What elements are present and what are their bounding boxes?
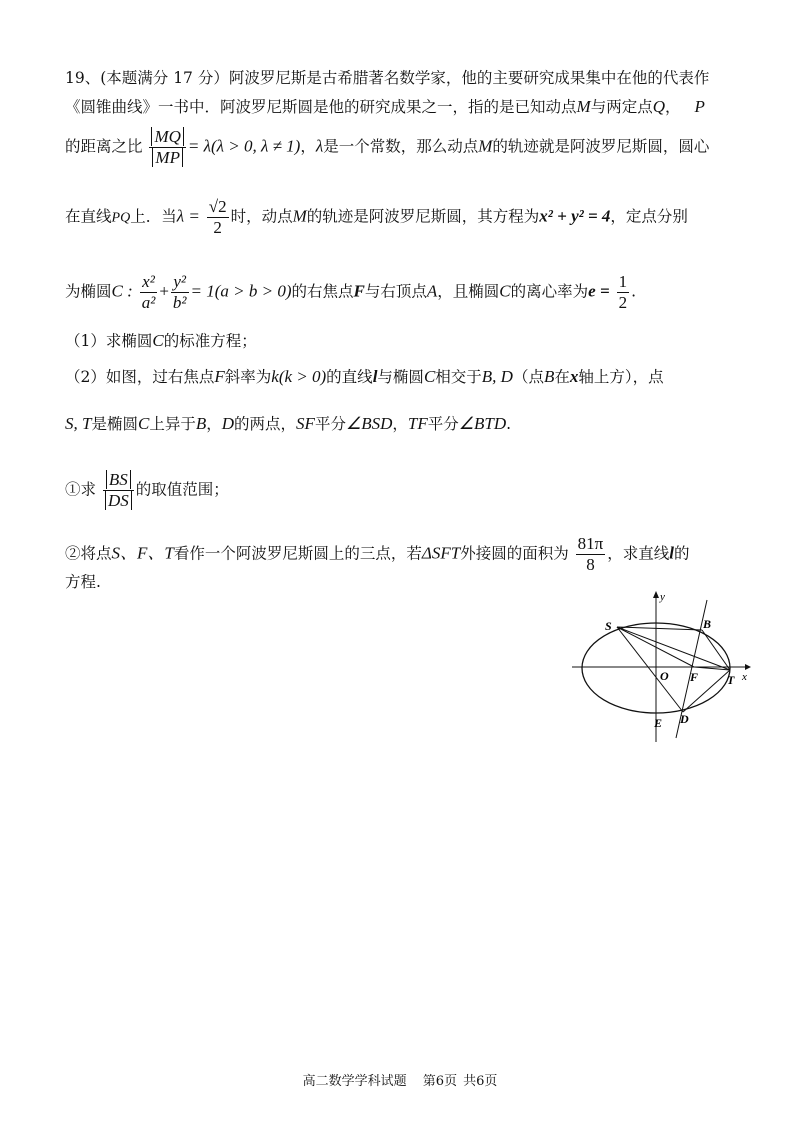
half-fraction: $\frac{1}{2}$ xyxy=(618,272,628,312)
problem-header: 19、(本题满分 17 分）阿波罗尼斯是古希腊著名数学家，他的主要研究成果集中在他的代表作 xyxy=(65,69,710,87)
footer-total: 共6页 xyxy=(463,1074,498,1089)
label-x: x xyxy=(742,671,747,683)
y-axis-arrow xyxy=(653,591,659,598)
question-2-cont: S, T是椭圆C上异于B，D的两点，SF平分∠BSD，TF平分∠BTD. xyxy=(65,414,512,433)
label-s: S xyxy=(605,619,612,633)
question-2-part-2: ②将点S、F、T看作一个阿波罗尼斯圆上的三点，若ΔSFT外接圆的面积为 $\frac{81\pi}{8}$ ，求直线l的 xyxy=(65,534,690,574)
area-fraction: $\frac{81\pi}{8}$ xyxy=(577,534,604,574)
problem-line-5: 为椭圆C : $\frac{\text{x²}}{\text{a²}}$ + $\frac{\text{y²}}{\text{b²}}$ = 1(a > b > 0)的右焦点F与右顶点A，且椭圆C的离心率为e = $\frac{1}{2}$ . xyxy=(65,272,637,312)
label-o: O xyxy=(660,669,669,683)
x2-a2-fraction: $\frac{\text{x²}}{\text{a²}}$ xyxy=(141,272,156,312)
problem-line-3: 的距离之比 $\frac{MQ}{MP}$ = λ(λ > 0, λ ≠ 1)，λ是一个常数，那么动点M的轨迹就是阿波罗尼斯圆，圆心 xyxy=(65,127,710,167)
footer-subject: 高二数学学科试题 xyxy=(302,1074,407,1089)
footer-page: 第6页 xyxy=(422,1074,458,1089)
segment-bt xyxy=(702,630,730,670)
problem-line-2: 《圆锥曲线》一书中．阿波罗尼斯圆是他的研究成果之一，指的是已知动点M与两定点Q， P xyxy=(65,97,705,116)
bs-ds-fraction: $\frac{BS}{DS}$ xyxy=(103,470,134,511)
label-d: D xyxy=(680,712,689,726)
page-footer xyxy=(0,1070,800,1089)
label-b: B xyxy=(703,617,712,631)
label-e: E xyxy=(654,716,663,730)
ratio-fraction: $\frac{MQ}{MP}$ xyxy=(149,127,185,168)
problem-line-4: 在直线PQ上．当λ = $\frac{√2}{2}$ 时，动点M的轨迹是阿波罗尼斯圆，其方程为x² + y² = 4，定点分别 xyxy=(65,197,688,237)
x-axis-arrow xyxy=(745,664,751,670)
question-2: （2）如图，过右焦点F斜率为k(k > 0)的直线l与椭圆C相交于B, D（点B在x轴上方），点 xyxy=(65,367,664,386)
ellipse-figure xyxy=(570,585,760,745)
sqrt2-fraction: $\frac{√2}{2}$ xyxy=(208,197,227,237)
question-1: （1）求椭圆C的标准方程； xyxy=(65,331,257,350)
y2-b2-fraction: $\frac{\text{y²}}{\text{b²}}$ xyxy=(172,272,187,312)
question-2-part-2-cont: 方程. xyxy=(65,573,101,591)
label-t: T xyxy=(727,673,735,687)
label-f: F xyxy=(690,670,699,684)
label-y: y xyxy=(660,591,665,603)
question-2-part-1: ①求 $\frac{BS}{DS}$ 的取值范围； xyxy=(65,470,229,510)
